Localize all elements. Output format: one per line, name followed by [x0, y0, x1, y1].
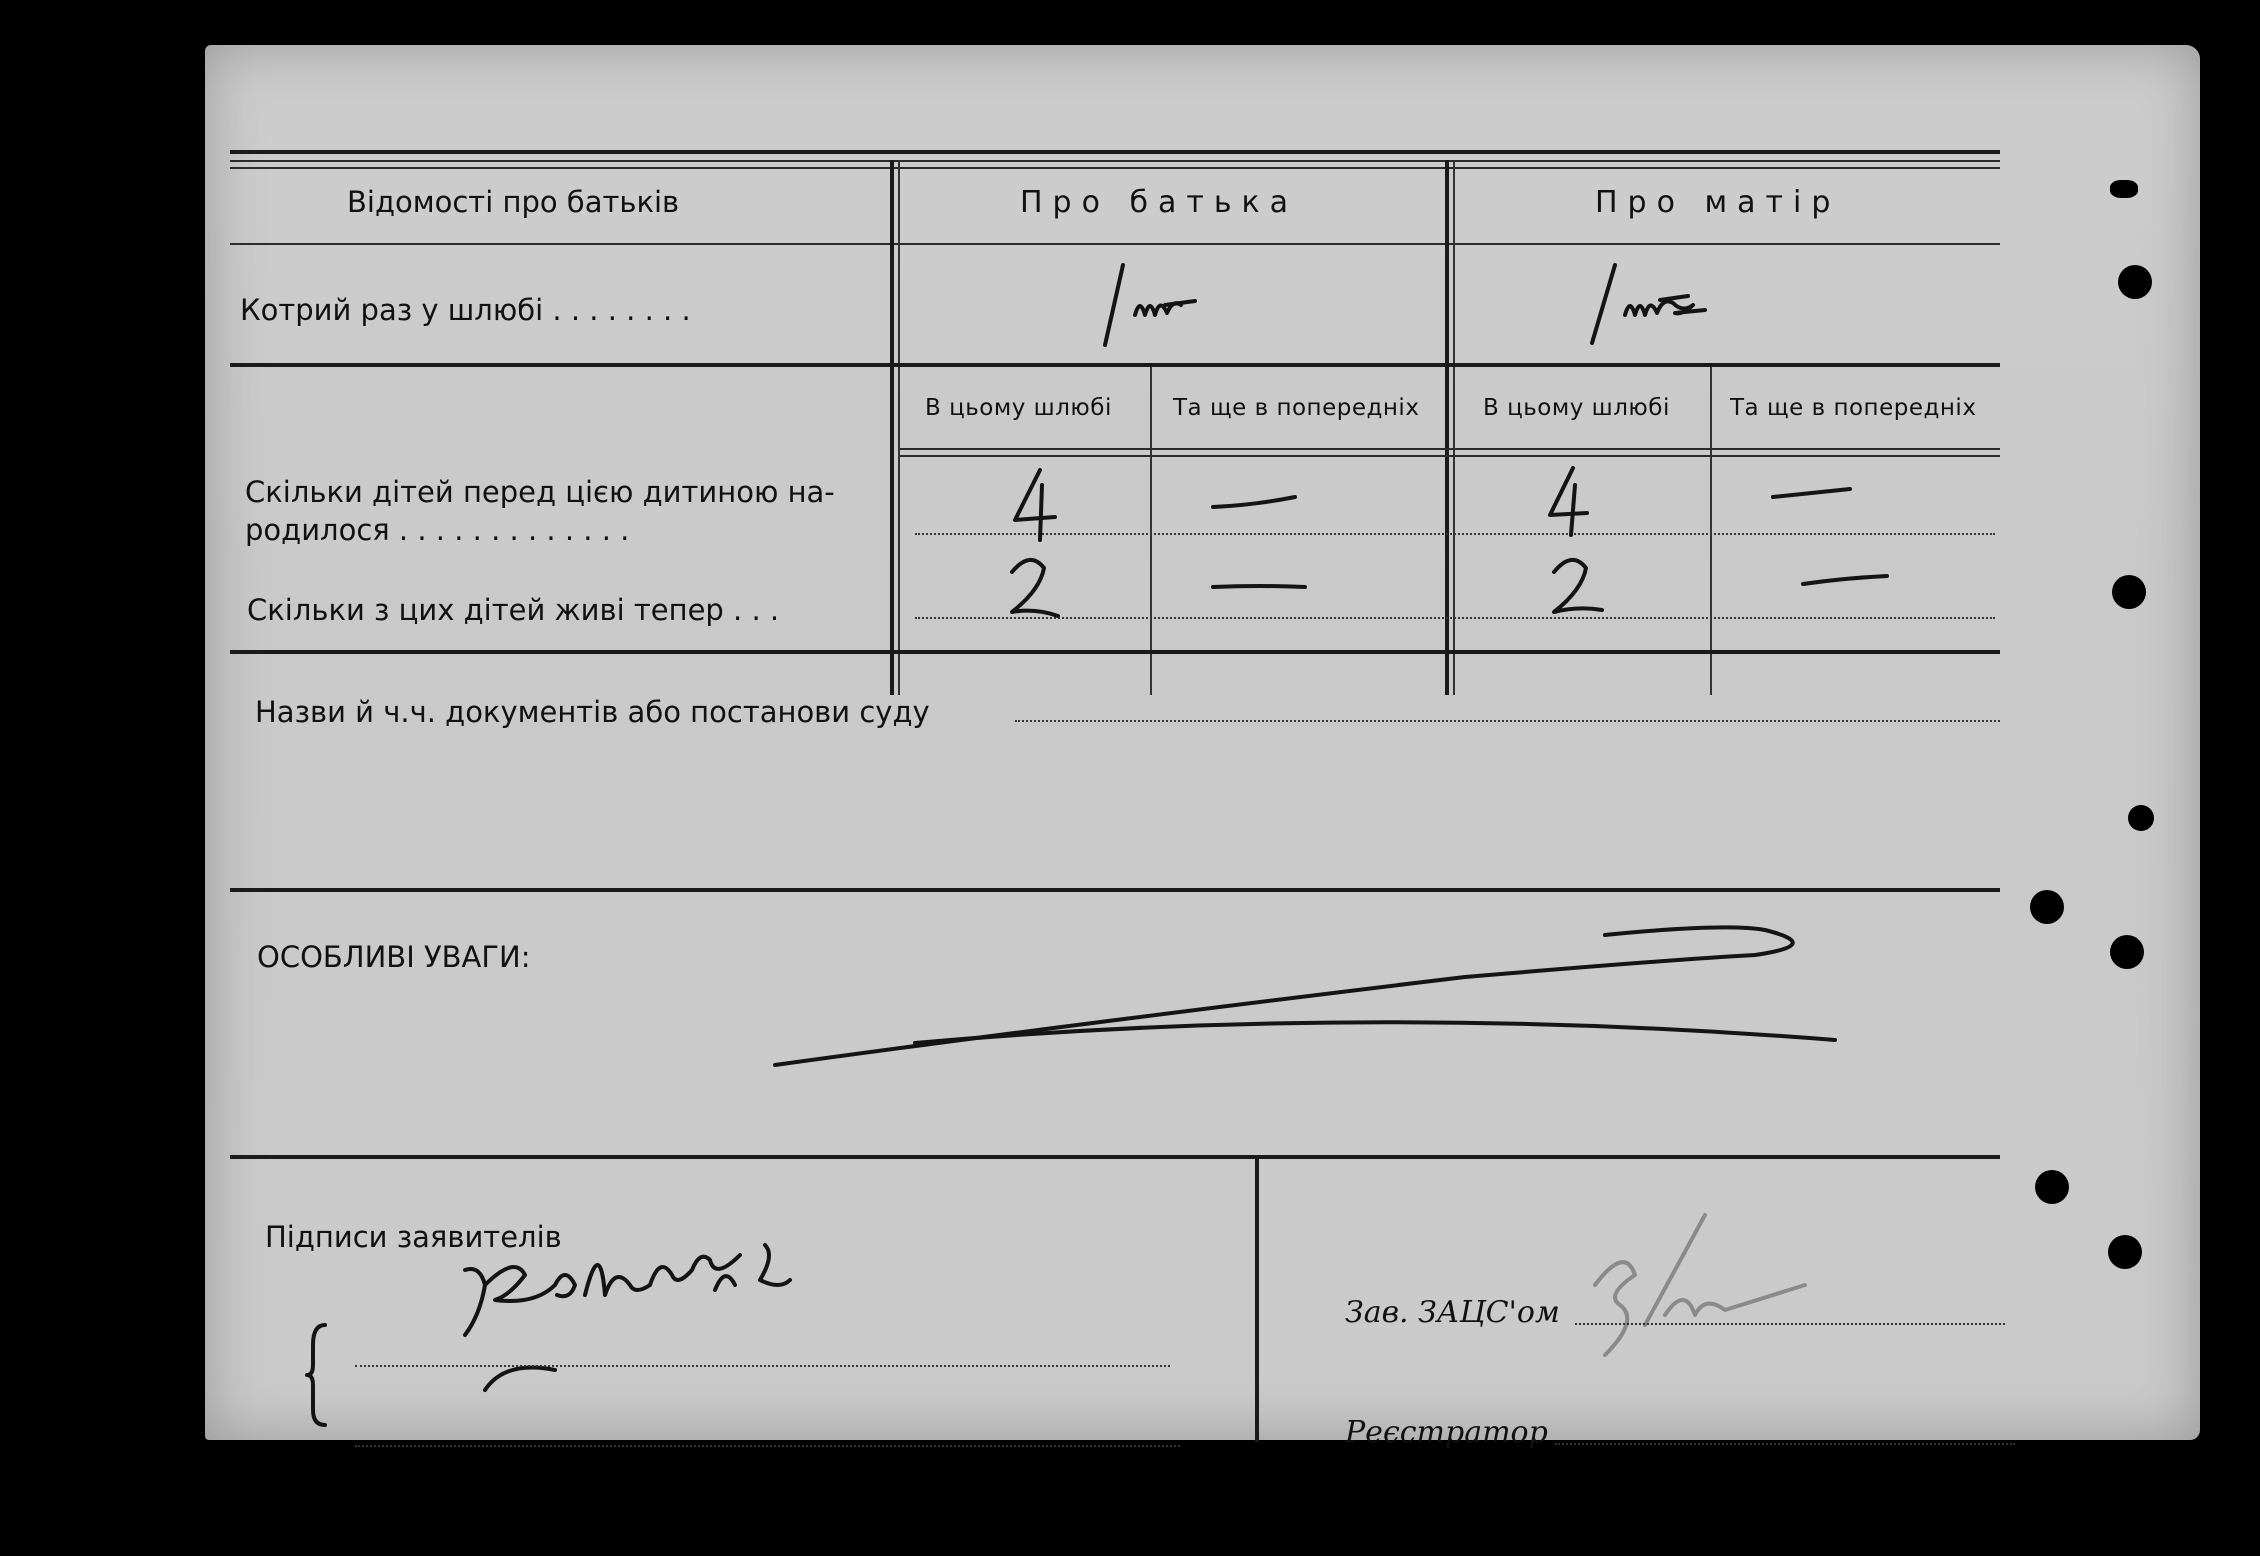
mother-marriage-handwriting: [1580, 245, 1760, 355]
registrar-signature-line: [1555, 1443, 2015, 1445]
born-label-line2: родилося . . . . . . . . . . . . .: [245, 513, 630, 547]
top-rule-thin: [230, 160, 2000, 162]
applicants-label: Підписи заявителів: [265, 1220, 562, 1254]
header-rule: [230, 167, 2000, 169]
documents-bottom-rule: [230, 888, 2000, 892]
father-born-this-value: [1000, 465, 1070, 545]
punch-hole: [2035, 1170, 2069, 1204]
notes-bottom-rule: [230, 1155, 2000, 1159]
subcol-divider-2: [1710, 367, 1712, 695]
punch-hole: [2030, 890, 2064, 924]
punch-hole: [2118, 265, 2152, 299]
subcol-father-this: В цьому шлюбі: [925, 395, 1112, 421]
born-label-line1: Скільки дітей перед цією дитиною на-: [245, 475, 835, 509]
applicant-signature: [425, 1225, 895, 1395]
punch-hole: [2112, 575, 2146, 609]
alive-label: Скільки з цих дітей живі тепер . . .: [247, 593, 780, 627]
head-label: Зав. ЗАЦС'ом: [1345, 1295, 1560, 1330]
subcol-mother-this: В цьому шлюбі: [1483, 395, 1670, 421]
punch-hole: [2128, 805, 2154, 831]
father-born-prev-value: [1205, 485, 1305, 525]
applicant-line-1: [355, 1365, 1170, 1367]
marriage-count-label: Котрий раз у шлюбі . . . . . . . .: [240, 293, 691, 327]
subcol-mother-prev: Та ще в попередніх: [1730, 395, 1977, 421]
subheader-rule-2: [900, 455, 2000, 457]
punch-hole: [2108, 1235, 2142, 1269]
marriage-row-rule: [230, 363, 2000, 367]
father-marriage-handwriting: [1095, 245, 1255, 355]
father-alive-prev-value: [1205, 565, 1315, 605]
mother-alive-prev-value: [1795, 560, 1905, 600]
head-faded-signature: [1565, 1205, 1825, 1375]
alive-row-dots: [915, 617, 1995, 619]
mother-column-header: Про матір: [1595, 185, 1841, 220]
punch-hole: [2110, 180, 2138, 198]
signature-divider: [1255, 1157, 1259, 1442]
special-notes-label: ОСОБЛИВІ УВАГИ:: [257, 940, 531, 974]
registrar-label: Реєстратор: [1345, 1415, 1548, 1450]
column-divider-1b: [898, 160, 900, 695]
documents-dots: [1015, 720, 2000, 722]
section-label: Відомості про батьків: [347, 185, 680, 219]
column-divider-2: [1445, 160, 1449, 695]
father-alive-this-value: [1000, 550, 1070, 630]
column-divider-1: [890, 160, 894, 695]
father-column-header: Про батька: [1020, 185, 1299, 220]
subheader-rule: [900, 448, 2000, 450]
documents-label: Назви й ч.ч. документів або постанови суду: [255, 695, 930, 729]
mother-born-prev-value: [1765, 475, 1865, 515]
applicant-line-2: [355, 1445, 1180, 1447]
mother-alive-this-value: [1540, 550, 1620, 630]
special-notes-strike-flourish: [765, 915, 1885, 1085]
born-row-dots: [915, 533, 1995, 535]
mother-born-this-value: [1535, 463, 1605, 543]
record-card: [205, 45, 2200, 1450]
subcol-divider-1: [1150, 367, 1152, 695]
subcol-father-prev: Та ще в попередніх: [1173, 395, 1420, 421]
punch-hole: [2110, 935, 2144, 969]
applicant-brace: [305, 1320, 335, 1430]
children-bottom-rule: [230, 650, 2000, 654]
top-rule: [230, 150, 2000, 154]
column-divider-2b: [1453, 160, 1455, 695]
